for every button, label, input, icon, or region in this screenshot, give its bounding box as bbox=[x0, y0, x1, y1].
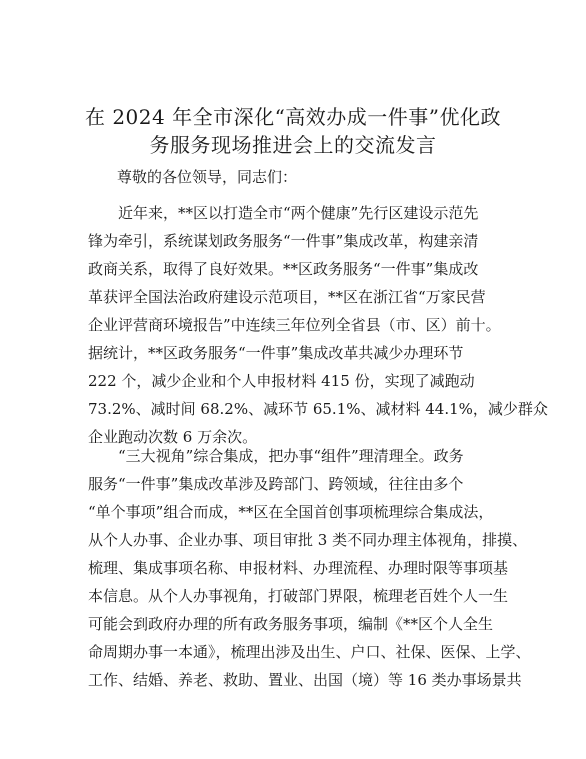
paragraph-line: 企业跑动次数 6 万余次。 bbox=[88, 428, 258, 446]
paragraph-line: 据统计，**区政务服务“一件事”集成改革共减少办理环节 bbox=[88, 344, 464, 362]
paragraph-line: 企业评营商环境报告”中连续三年位列全省县（市、区）前十。 bbox=[88, 316, 501, 334]
paragraph-line: 工作、结婚、养老、救助、置业、出国（境）等 16 类办事场景共 bbox=[88, 671, 522, 689]
paragraph-line: 锋为牵引，系统谋划政务服务“一件事”集成改革，构建亲清 bbox=[88, 232, 479, 250]
paragraph-line: 服务“一件事”集成改革涉及跨部门、跨领域，往往由多个 bbox=[88, 475, 464, 493]
document-title-line-1 bbox=[60, 103, 526, 131]
paragraph-line: 命周期办事一本通》，梳理出涉及出生、户口、社保、医保、上学、 bbox=[88, 643, 531, 661]
paragraph-line: 222 个，减少企业和个人申报材料 415 份，实现了减跑动 bbox=[88, 372, 475, 390]
title-text-1: 在 2024 年全市深化“高效办成一件事”优化政 bbox=[84, 105, 502, 129]
paragraph-line: “三大视角”综合集成，把办事“组件”理清理全。政务 bbox=[88, 447, 464, 465]
paragraph-line: 革获评全国法治政府建设示范项目，**区在浙江省“万家民营 bbox=[88, 288, 486, 306]
title-text-2: 务服务现场推进会上的交流发言 bbox=[149, 133, 437, 157]
paragraph-line: 近年来，**区以打造全市“两个健康”先行区建设示范先 bbox=[88, 204, 479, 222]
paragraph-line: 本信息。从个人办事视角，打破部门界限，梳理老百姓个人一生 bbox=[88, 587, 509, 605]
paragraph-line: 政商关系，取得了良好效果。**区政务服务“一件事”集成改 bbox=[88, 260, 479, 278]
paragraph-line: 可能会到政府办理的所有政务服务事项，编制《**区个人全生 bbox=[88, 615, 494, 633]
salutation: 尊敬的各位领导，同志们： bbox=[117, 168, 298, 186]
paragraph-line: 从个人办事、企业办事、项目审批 3 类不同办理主体视角，排摸、 bbox=[88, 531, 528, 549]
document-title-line-2 bbox=[60, 131, 526, 159]
paragraph-line: 73.2%、减时间 68.2%、减环节 65.1%、减材料 44.1%，减少群众 bbox=[88, 400, 548, 418]
paragraph-1 bbox=[88, 199, 548, 451]
paragraph-line: “单个事项”组合而成，**区在全国首创事项梳理综合集成法， bbox=[88, 503, 494, 521]
paragraph-line: 梳理、集成事项名称、申报材料、办理流程、办理时限等事项基 bbox=[88, 559, 509, 577]
paragraph-2 bbox=[88, 442, 531, 694]
